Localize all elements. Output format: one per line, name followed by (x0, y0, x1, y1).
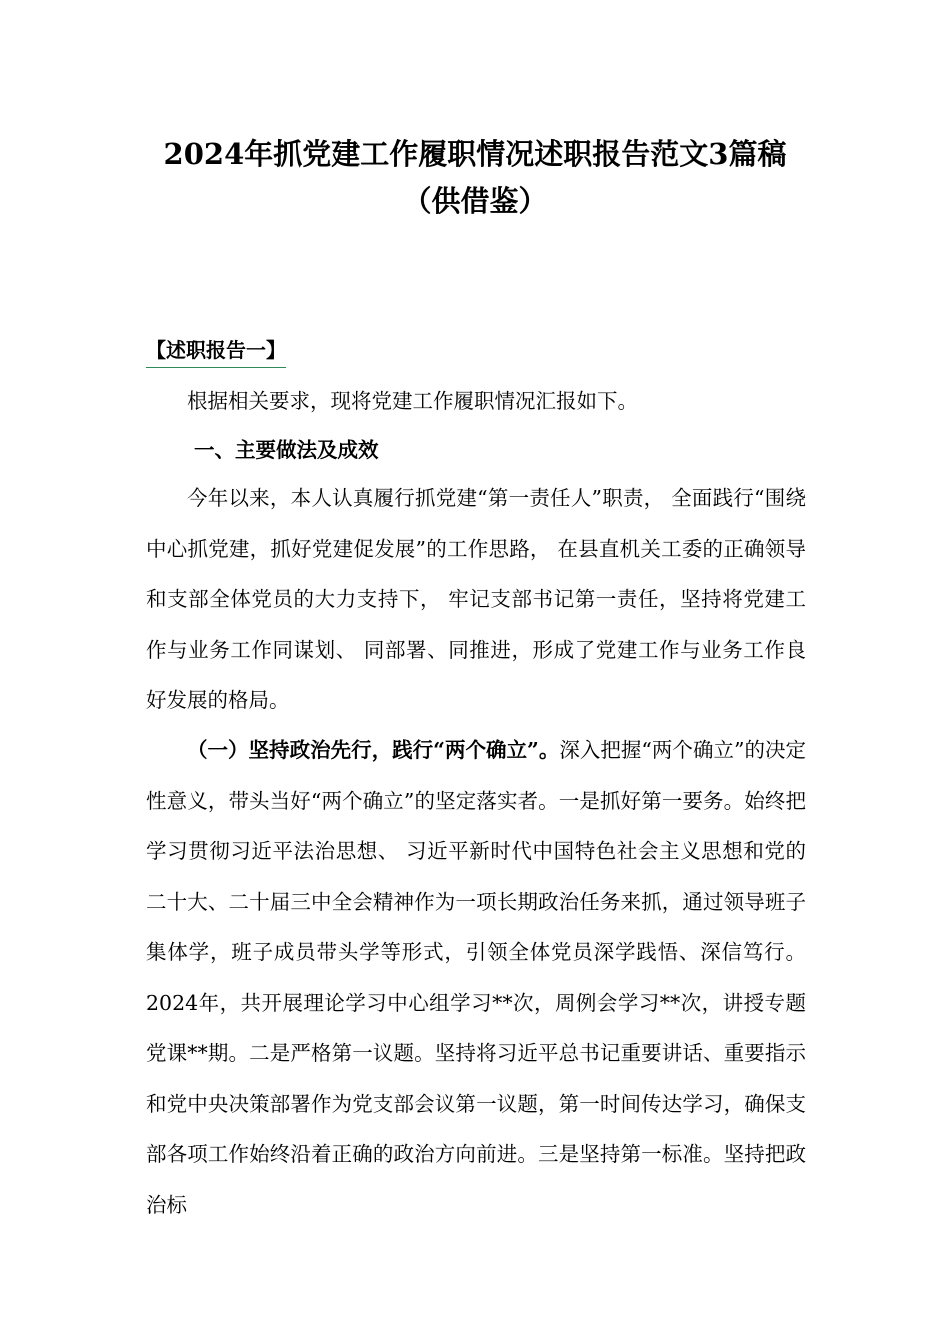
paragraph-lead-heading: （一）坚持政治先行，践行“两个确立”。 (187, 738, 560, 762)
intro-paragraph: 根据相关要求，现将党建工作履职情况汇报如下。 (187, 389, 638, 413)
document-subtitle: （供借鉴） (402, 184, 548, 218)
document-title: 2024年抓党建工作履职情况述职报告范文3篇稿 (163, 137, 787, 171)
body-paragraph-2 (146, 725, 806, 1230)
section-heading: 一、主要做法及成效 (194, 438, 379, 462)
section-label: 【述职报告一】 (146, 335, 286, 368)
body-paragraph-1: 今年以来，本人认真履行抓党建“第一责任人”职责， 全面践行“围绕中心抓党建，抓好党建促发展”的工作思路， 在县直机关工委的正确领导和支部全体党员的大力支持下， 牢记支部书记第一责任，坚持将党建工作与业务工作同谋划、 同部署、同推进，形成了党建工作与业务工作良好发展的格局。 (146, 486, 806, 712)
paragraph-body-text: 深入把握“两个确立”的决定性意义，带头当好“两个确立”的坚定落实者。一是抓好第一要务。始终把学习贯彻习近平法治思想、 习近平新时代中国特色社会主义思想和党的二十大、二十届三中全会精神作为一项长期政治任务来抓，通过领导班子集体学，班子成员带头学等形式，引领全体党员深学践悟、深信笃行。2024年，共开展理论学习中心组学习**次，周例会学习**次，讲授专题党课**期。二是严格第一议题。坚持将习近平总书记重要讲话、重要指示和党中央决策部署作为党支部会议第一议题，第一时间传达学习，确保支部各项工作始终沿着正确的政治方向前进。三是坚持第一标准。坚持把政治标 (146, 738, 806, 1217)
